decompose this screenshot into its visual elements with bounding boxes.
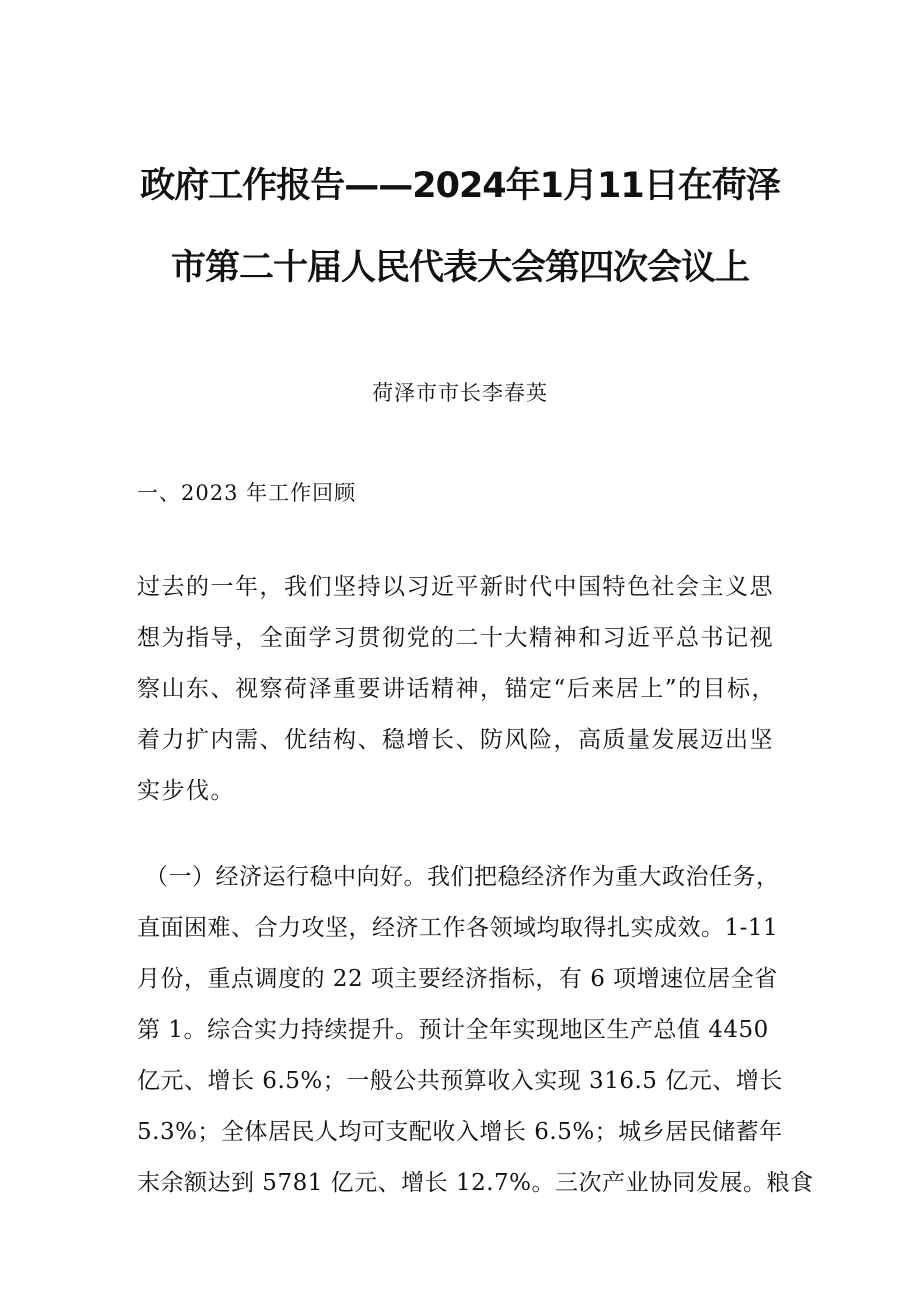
paragraph-intro <box>137 562 797 817</box>
paragraph-line: 第 1。综合实力持续提升。预计全年实现地区生产总值 4450 <box>137 1017 769 1043</box>
document-title-line-2: 市第二十届人民代表大会第四次会议上 <box>170 248 749 288</box>
paragraph-line: 亿元、增长 6.5%；一般公共预算收入实现 316.5 亿元、增长 <box>137 1068 783 1094</box>
paragraph-line: 想为指导，全面学习贯彻党的二十大精神和习近平总书记视 <box>137 625 774 651</box>
paragraph-line: 直面困难、合力攻坚，经济工作各领域均取得扎实成效。1-11 <box>137 915 779 941</box>
author-byline: 荷泽市市长李春英 <box>372 381 548 405</box>
paragraph-line: 5.3%；全体居民人均可支配收入增长 6.5%；城乡居民储蓄年 <box>137 1119 783 1145</box>
paragraph-line: 实步伐。 <box>137 778 235 804</box>
paragraph-line: 着力扩内需、优结构、稳增长、防风险，高质量发展迈出坚 <box>137 727 774 753</box>
section-heading: 一、2023 年工作回顾 <box>137 481 357 505</box>
paragraph-line: 月份，重点调度的 22 项主要经济指标，有 6 项增速位居全省 <box>137 966 778 992</box>
document-title-line-1: 政府工作报告——2024年1月11日在荷泽 <box>140 166 780 206</box>
paragraph-line: 过去的一年，我们坚持以习近平新时代中国特色社会主义思 <box>137 574 774 600</box>
paragraph-line: 察山东、视察荷泽重要讲话精神，锚定“后来居上”的目标， <box>137 676 777 702</box>
paragraph-line: （一）经济运行稳中向好。我们把稳经济作为重大政治任务， <box>145 864 780 890</box>
paragraph-economy <box>137 852 814 1209</box>
paragraph-line: 末余额达到 5781 亿元、增长 12.7%。三次产业协同发展。粮食 <box>137 1170 814 1196</box>
